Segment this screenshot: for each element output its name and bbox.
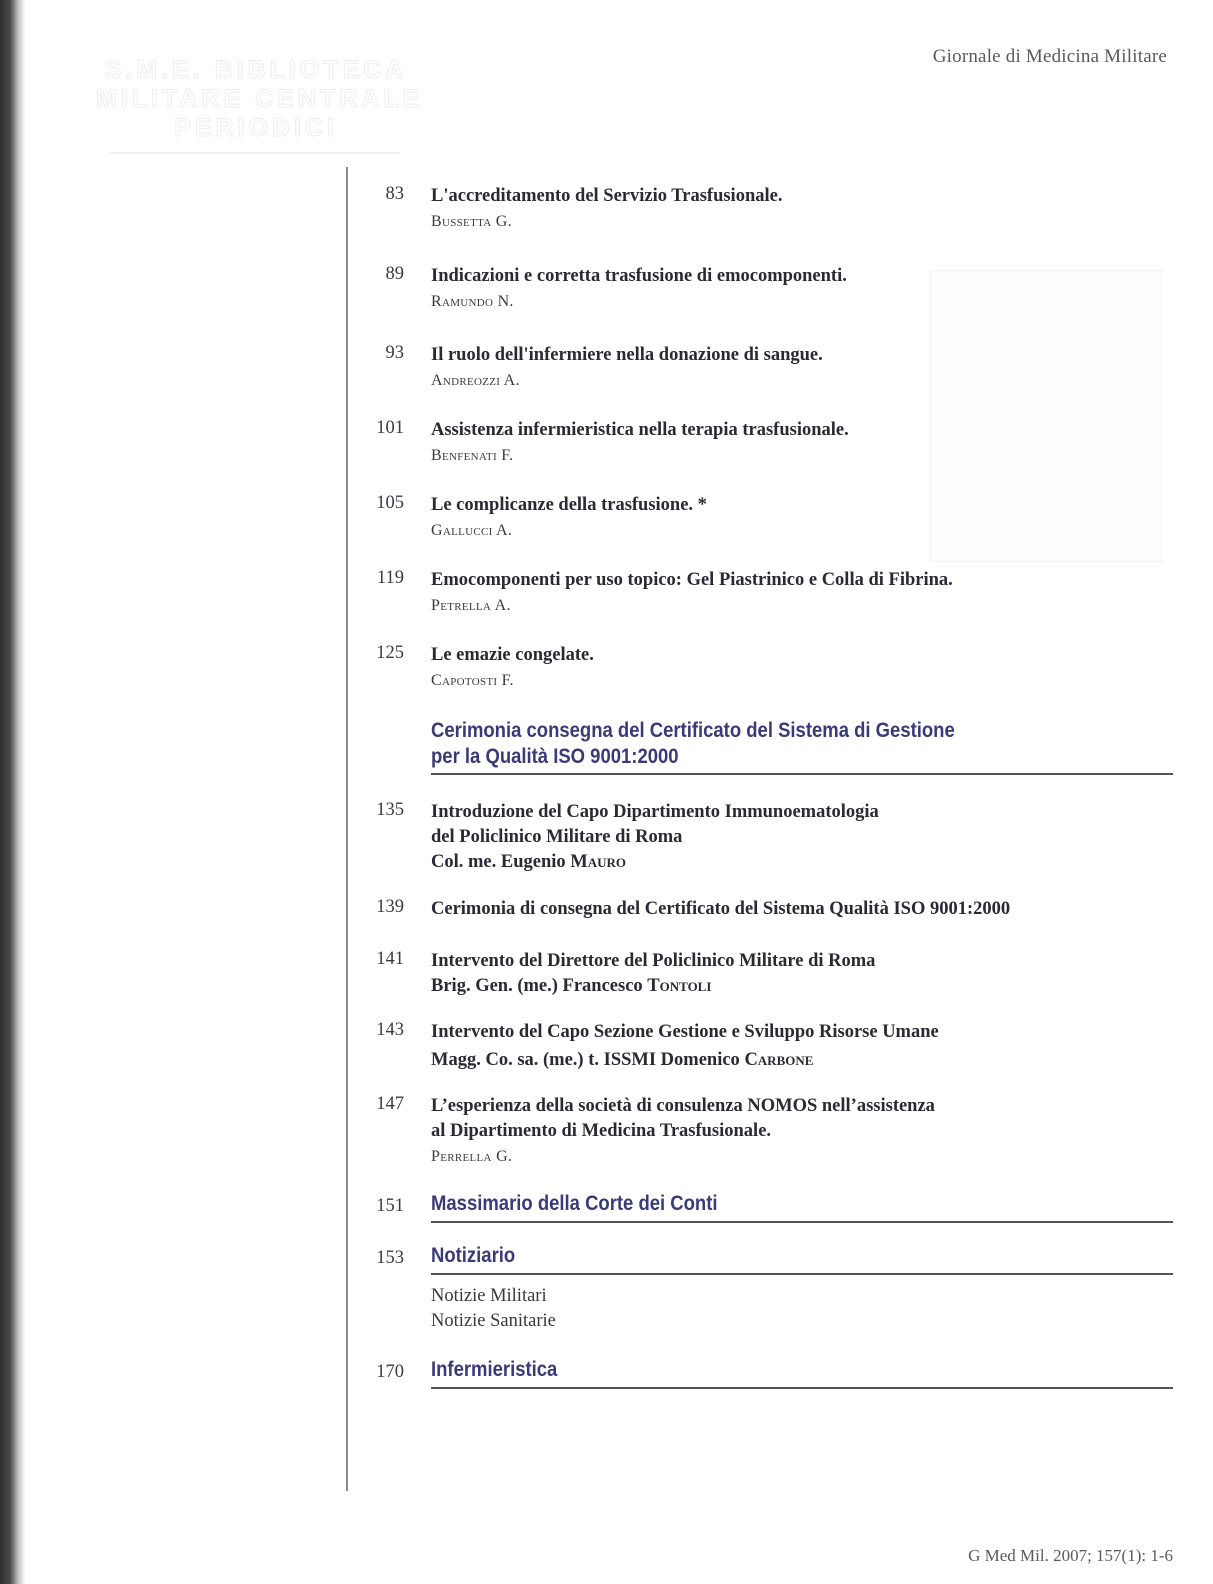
section-rule <box>431 1387 1173 1389</box>
entry-author: Gallucci A. <box>431 522 513 539</box>
page-number: 141 <box>376 949 404 969</box>
list-item[interactable]: Notizie Sanitarie <box>431 1311 556 1331</box>
page-number: 170 <box>376 1362 404 1382</box>
entry-title: Intervento del Direttore del Policlinico Militare di Roma <box>431 951 876 971</box>
page-number: 143 <box>376 1020 404 1040</box>
entry-title: Emocomponenti per uso topico: Gel Piastrinico e Colla di Fibrina. <box>431 570 953 590</box>
page-number: 147 <box>376 1094 404 1114</box>
list-item[interactable]: Notizie Militari <box>431 1286 547 1306</box>
entry-title: Il ruolo dell'infermiere nella donazione di sangue. <box>431 345 823 365</box>
entry-author: Perrella G. <box>431 1148 513 1165</box>
section-heading-notiziario[interactable]: Notiziario <box>431 1244 516 1267</box>
page-number: 83 <box>385 184 404 204</box>
entry-author: Andreozzi A. <box>431 372 520 389</box>
entry-title: L'accreditamento del Servizio Trasfusionale. <box>431 186 783 206</box>
speaker-rank: Col. me. Eugenio <box>431 852 571 872</box>
entry-title: Le emazie congelate. <box>431 645 594 665</box>
page-number: 93 <box>385 343 404 363</box>
entry-title: Cerimonia di consegna del Certificato del Sistema Qualità ISO 9001:2000 <box>431 899 1011 919</box>
stamp-rule <box>110 152 400 154</box>
entry-title: Assistenza infermieristica nella terapia trasfusionale. <box>431 420 849 440</box>
speaker-surname: Carbone <box>744 1050 814 1070</box>
entry-title: L’esperienza della società di consulenza NOMOS nell’assistenza <box>431 1096 935 1116</box>
entry-title: Intervento del Capo Sezione Gestione e Sviluppo Risorse Umane <box>431 1022 939 1042</box>
section-rule <box>431 1273 1173 1275</box>
entry-title: Le complicanze della trasfusione. * <box>431 495 707 515</box>
page-number: 135 <box>376 800 404 820</box>
entry-title: Introduzione del Capo Dipartimento Immunoematologia <box>431 802 879 822</box>
entry-author: Benfenati F. <box>431 447 514 464</box>
entry-speaker <box>431 1048 1171 1073</box>
speaker-surname: Mauro <box>570 852 627 872</box>
page-number: 125 <box>376 643 404 663</box>
entry-author: Petrella A. <box>431 597 511 614</box>
stamp-line: S.M.E. BIBLIOTECA <box>104 56 408 84</box>
section-heading-massimario[interactable]: Massimario della Corte dei Conti <box>431 1192 718 1215</box>
speaker-surname: Tontoli <box>647 976 712 996</box>
entry-author: Bussetta G. <box>431 213 512 230</box>
page-number: 101 <box>376 418 404 438</box>
section-heading-line: per la Qualità ISO 9001:2000 <box>431 745 679 768</box>
journal-citation: G Med Mil. 2007; 157(1): 1-6 <box>968 1546 1173 1565</box>
section-heading-infermieristica[interactable]: Infermieristica <box>431 1358 558 1381</box>
journal-name: Giornale di Medicina Militare <box>932 46 1167 67</box>
page-number: 151 <box>376 1196 404 1216</box>
page-binding-edge <box>0 0 26 1584</box>
section-heading-ceremony[interactable] <box>431 718 955 770</box>
entry-title: Indicazioni e corretta trasfusione di emocomponenti. <box>431 266 847 286</box>
entry-author: Ramundo N. <box>431 293 514 310</box>
speaker-rank: Brig. Gen. (me.) Francesco <box>431 976 648 996</box>
entry-title: del Policlinico Militare di Roma <box>431 827 683 847</box>
speaker-rank: Magg. Co. sa. (me.) t. ISSMI Domenico <box>431 1050 745 1070</box>
page-number: 153 <box>376 1248 404 1268</box>
page-number: 105 <box>376 493 404 513</box>
entry-speaker <box>431 974 1171 999</box>
library-stamp <box>96 56 424 143</box>
stamp-line: MILITARE CENTRALE <box>96 85 424 113</box>
entry-speaker <box>431 850 1171 875</box>
stamp-line: PERIODICI <box>174 114 338 142</box>
page-number: 119 <box>376 568 404 588</box>
entry-author: Capotosti F. <box>431 672 514 689</box>
page-number: 89 <box>385 264 404 284</box>
section-rule <box>431 773 1173 775</box>
section-rule <box>431 1221 1173 1223</box>
page-number: 139 <box>376 897 404 917</box>
entry-title: al Dipartimento di Medicina Trasfusionale. <box>431 1121 772 1141</box>
section-heading-line: Cerimonia consegna del Certificato del Sistema di Gestione <box>431 719 955 742</box>
vertical-rule <box>346 167 348 1491</box>
